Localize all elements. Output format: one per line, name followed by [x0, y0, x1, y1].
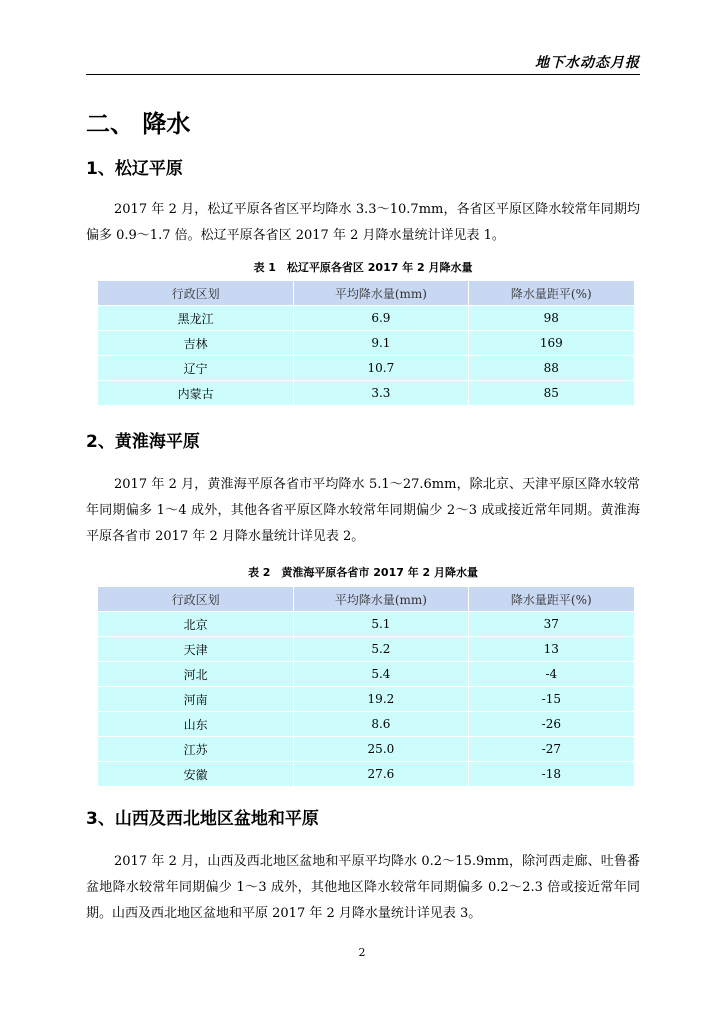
table-cell: 8.6 — [294, 712, 468, 737]
table-cell: 3.3 — [294, 381, 468, 406]
table-row — [98, 762, 634, 787]
table-cell: 5.1 — [294, 612, 468, 637]
table-row — [98, 637, 634, 662]
table-cell: -26 — [468, 712, 634, 737]
table-cell: 天津 — [98, 637, 294, 662]
table-2-caption: 表 2 黄淮海平原各省市 2017 年 2 月降水量 — [247, 566, 479, 579]
table-cell: 25.0 — [294, 737, 468, 762]
table-cell: 13 — [468, 637, 634, 662]
table-cell: -15 — [468, 687, 634, 712]
table-cell: 吉林 — [98, 331, 294, 356]
table-cell: 河南 — [98, 687, 294, 712]
table-cell: 江苏 — [98, 737, 294, 762]
table-cell: 5.2 — [294, 637, 468, 662]
table-row — [98, 687, 634, 712]
column-header: 行政区划 — [98, 281, 294, 306]
table-cell: 辽宁 — [98, 356, 294, 381]
report-title: 地下水动态月报 — [535, 55, 640, 71]
table-cell: 安徽 — [98, 762, 294, 787]
table-cell: 19.2 — [294, 687, 468, 712]
table-header-row — [98, 587, 634, 612]
table-cell: 10.7 — [294, 356, 468, 381]
table-1 — [98, 280, 634, 405]
column-header: 降水量距平(%) — [468, 281, 634, 306]
table-cell: -27 — [468, 737, 634, 762]
table-cell: 37 — [468, 612, 634, 637]
column-header: 平均降水量(mm) — [294, 281, 468, 306]
table-cell: 内蒙古 — [98, 381, 294, 406]
table-cell: 山东 — [98, 712, 294, 737]
table-cell: 6.9 — [294, 306, 468, 331]
column-header: 行政区划 — [98, 587, 294, 612]
table-row — [98, 662, 634, 687]
table-row — [98, 331, 634, 356]
table-row — [98, 712, 634, 737]
table-cell: 169 — [468, 331, 634, 356]
table-header-row — [98, 281, 634, 306]
table-cell: 9.1 — [294, 331, 468, 356]
table-cell: -4 — [468, 662, 634, 687]
paragraph-1: 2017 年 2 月，松辽平原各省区平均降水 3.3～10.7mm，各省区平原区降水较常年同期均偏多 0.9～1.7 倍。松辽平原各省区 2017 年 2 月降水量统计详见表 1。 — [86, 202, 640, 243]
paragraph-3: 2017 年 2 月，山西及西北地区盆地和平原平均降水 0.2～15.9mm，除河西走廊、吐鲁番盆地降水较常年同期偏少 1～3 成外，其他地区降水较常年同期偏多 0.2～2.3 倍或接近常年同期。山西及西北地区盆地和平原 2017 年 2 月降水量统计详见表 3。 — [86, 854, 640, 921]
table-cell: 北京 — [98, 612, 294, 637]
subsection-heading-1: 1、松辽平原 — [86, 159, 183, 179]
table-cell: 88 — [468, 356, 634, 381]
table-cell: 98 — [468, 306, 634, 331]
table-cell: 黑龙江 — [98, 306, 294, 331]
column-header: 降水量距平(%) — [468, 587, 634, 612]
page-number: 2 — [358, 946, 366, 959]
subsection-heading-3: 3、山西及西北地区盆地和平原 — [86, 809, 319, 829]
section-title: 二、 降水 — [86, 110, 191, 138]
page-header — [86, 52, 640, 75]
table-2 — [98, 586, 634, 786]
table-cell: 5.4 — [294, 662, 468, 687]
table-row — [98, 612, 634, 637]
table-cell: 27.6 — [294, 762, 468, 787]
subsection-heading-2: 2、黄淮海平原 — [86, 432, 200, 452]
table-row — [98, 306, 634, 331]
paragraph-2: 2017 年 2 月，黄淮海平原各省市平均降水 5.1～27.6mm，除北京、天津平原区降水较常年同期偏多 1～4 成外，其他各省平原区降水较常年同期偏少 2～3 成或接近常年同期。黄淮海平原各省市 2017 年 2 月降水量统计详见表 2。 — [86, 477, 640, 544]
column-header: 平均降水量(mm) — [294, 587, 468, 612]
table-row — [98, 381, 634, 406]
table-cell: 85 — [468, 381, 634, 406]
table-row — [98, 737, 634, 762]
table-1-caption: 表 1 松辽平原各省区 2017 年 2 月降水量 — [253, 261, 473, 274]
table-cell: 河北 — [98, 662, 294, 687]
table-row — [98, 356, 634, 381]
table-cell: -18 — [468, 762, 634, 787]
